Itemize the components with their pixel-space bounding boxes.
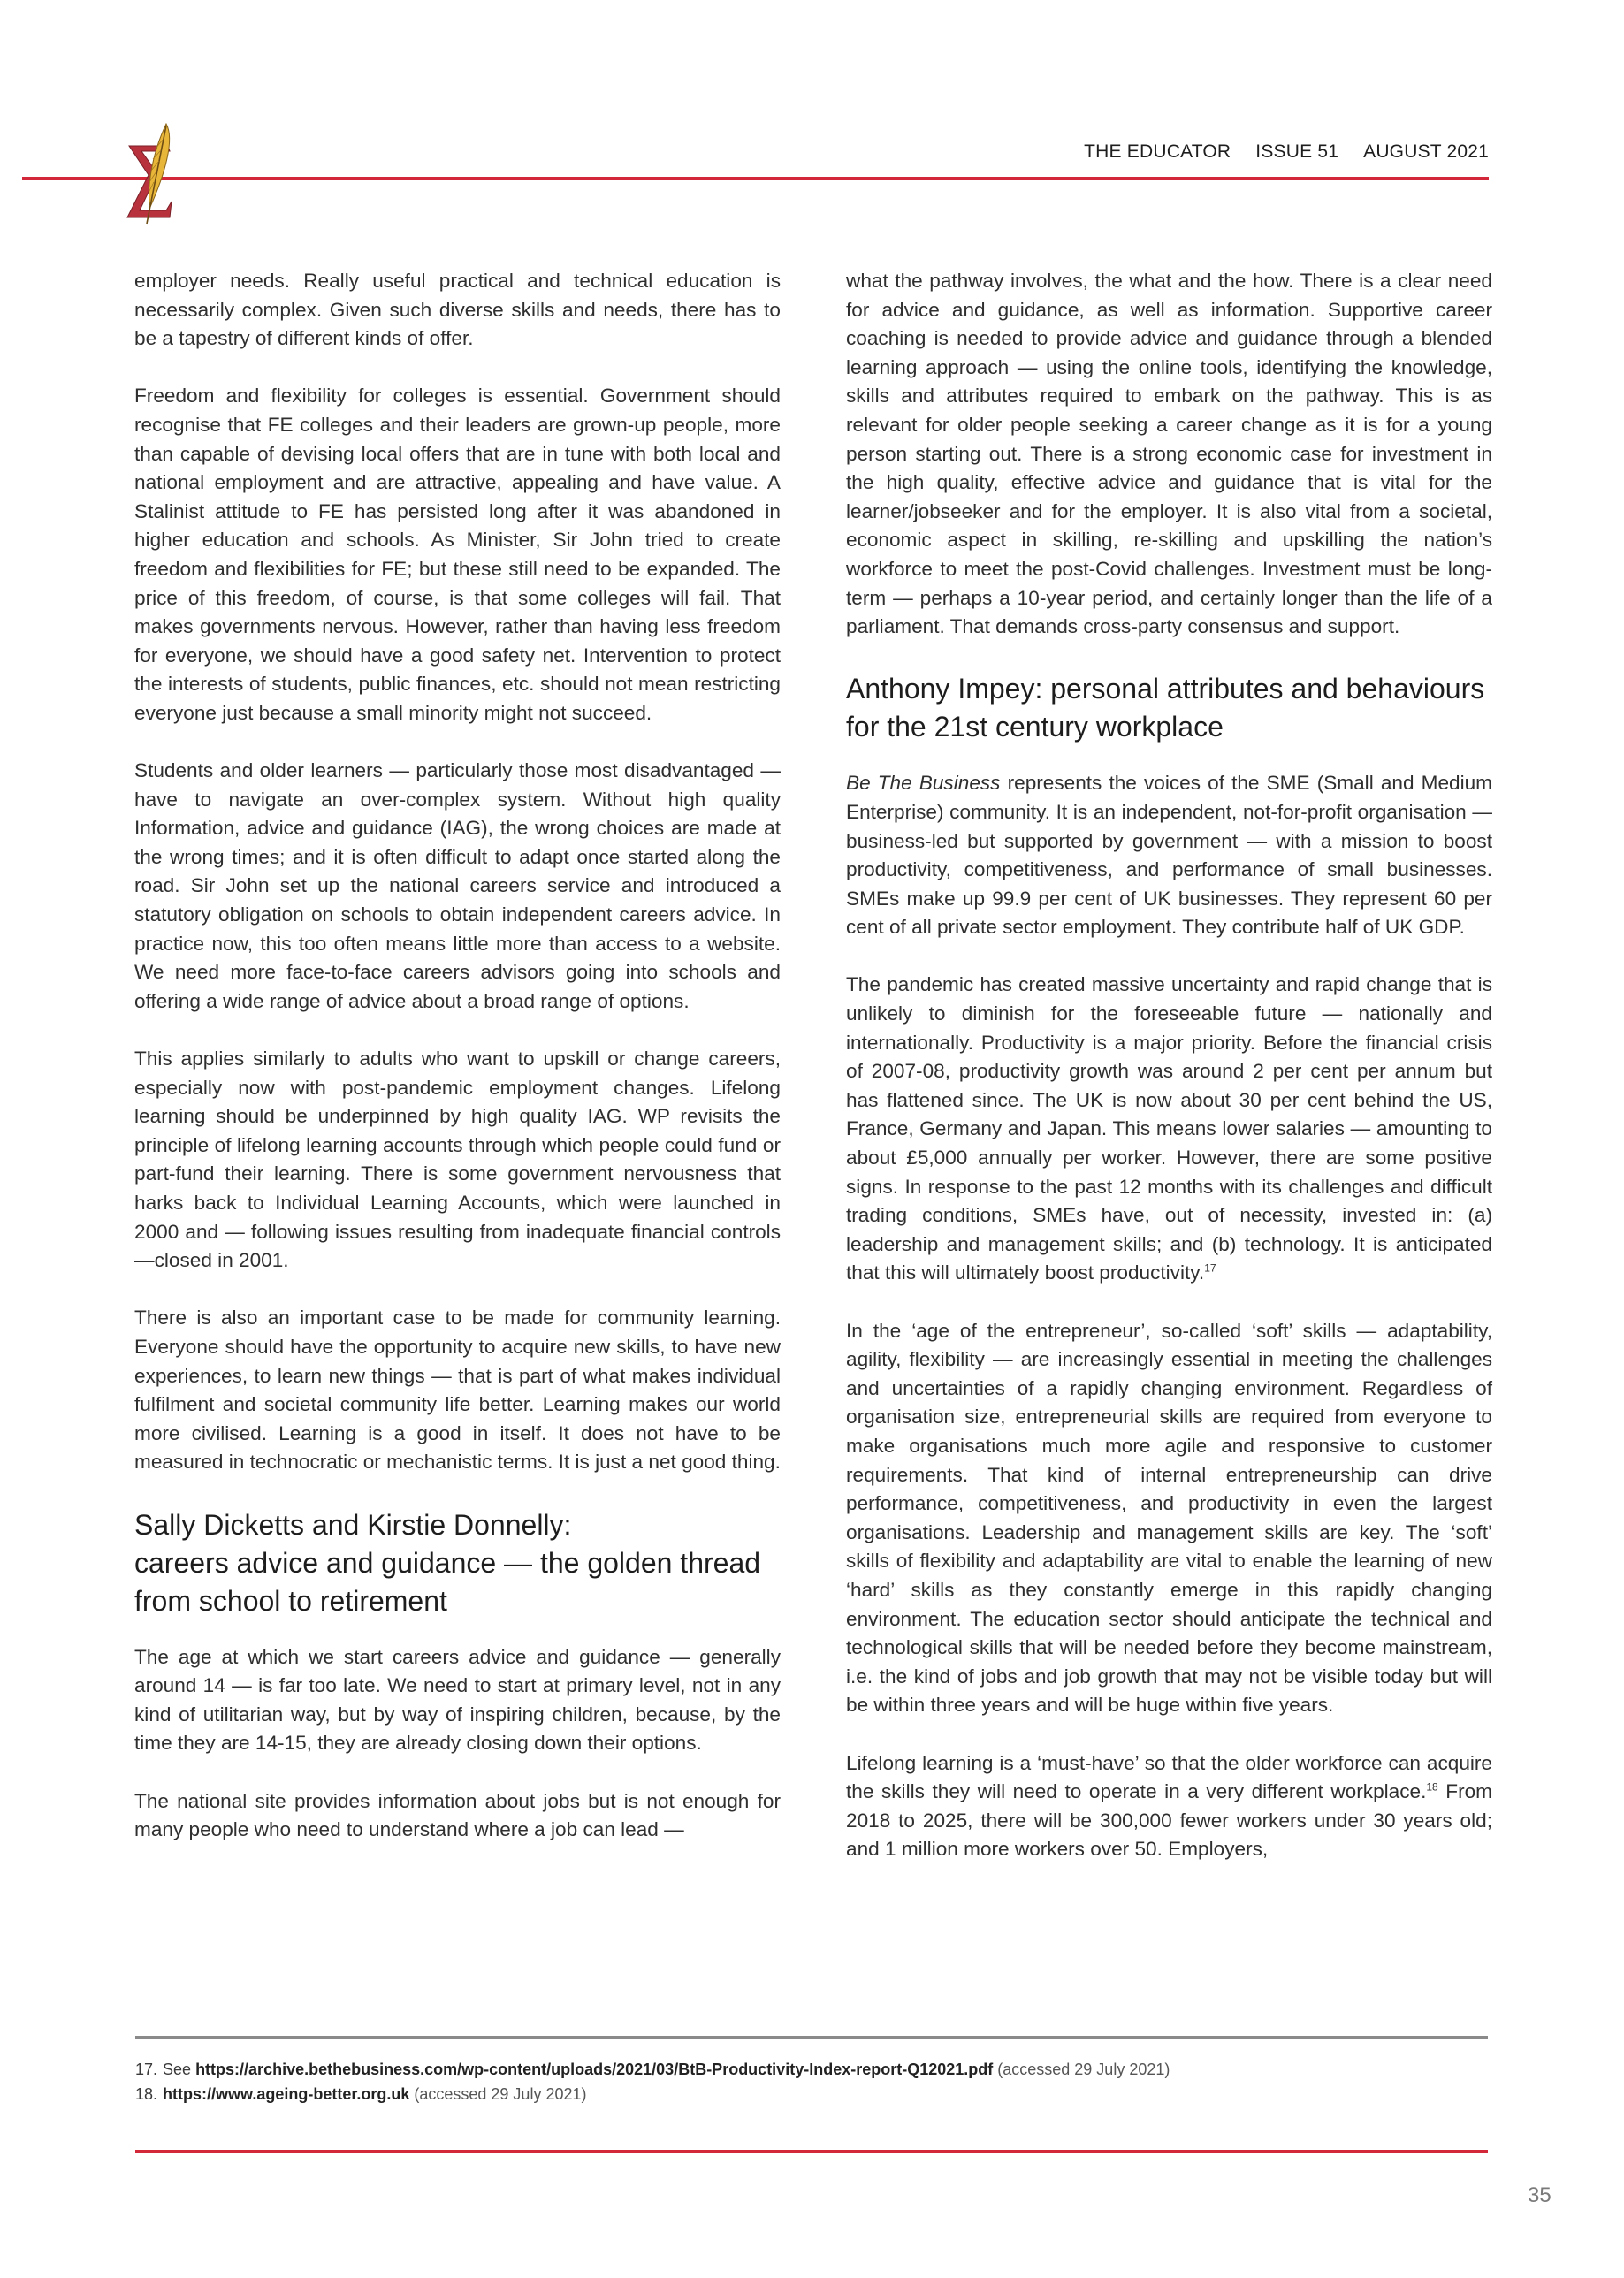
footnote-link[interactable]: https://www.ageing-better.org.uk: [163, 2085, 410, 2103]
heading-line: careers advice and guidance — the golden thread from school to retirement: [134, 1546, 761, 1617]
paragraph-text: Lifelong learning is a ‘must-have’ so that the older workforce can acquire the skills they will need to operate in a very different workplace.: [846, 1751, 1492, 1803]
section-heading-dicketts-donnelly: [134, 1506, 781, 1620]
sigma-quill-logo-icon: [124, 122, 186, 226]
heading-line: Sally Dicketts and Kirstie Donnelly:: [134, 1508, 572, 1541]
footnote-number: 18.: [135, 2085, 158, 2103]
right-column: [846, 267, 1492, 1893]
footnote-rule: [135, 2036, 1488, 2039]
paragraph-text: From 2018 to 2025, there will be 300,000 fewer workers under 30 years old; and 1 million more workers over 50. Employers,: [846, 1780, 1492, 1861]
footnote-18: [135, 2082, 1488, 2107]
footnote-number: 17.: [135, 2061, 158, 2078]
paragraph-lifelong: [846, 1749, 1492, 1864]
paragraph: what the pathway involves, the what and the how. There is a clear need for advice and guidance, as well as information. Supportive career coaching is needed to provide advice and guidance through a blended learning approach — using the online tools, identifying the knowledge, skills and attributes required to embark on the pathway. This is as relevant for older people seeking a career change as it is for a young person starting out. There is a strong economic case for investment in the high quality, effective advice and guidance that is vital for the learner/jobseeker and for the employer. It is also vital from a societal, economic aspect in skilling, re-skilling and upskilling the nation’s workforce to meet the post-Covid challenges. Investment must be long-term — perhaps a 10-year period, and certainly longer than the life of a parliament. That demands cross-party consensus and support.: [846, 270, 1492, 638]
paragraph: employer needs. Really useful practical and technical education is necessarily complex. Given such diverse skills and needs, there has to be a tapestry of different kinds of offer.: [134, 270, 781, 350]
paragraph-text: The pandemic has created massive uncertainty and rapid change that is unlikely to diminish for the foreseeable future — nationally and internationally. Productivity is a major priority. Before the financial crisis of 2007-08, productivity growth was around 2 per cent per annum but has flattened since. The UK is now about 30 per cent behind the US, France, Germany and Japan. This means lower salaries — amounting to about £5,000 annually per worker. However, there are some positive signs. In response to the past 12 months with its challenges and difficult trading conditions, SMEs have, out of necessity, invested in: (a) leadership and management skills; and (b) technology. It is anticipated that this will ultimately boost productivity.: [846, 973, 1492, 1284]
footnote-prefix: See: [163, 2061, 196, 2078]
paragraph: The national site provides information about jobs but is not enough for many people who need to understand where a job can lead —: [134, 1789, 781, 1841]
paragraph: In the ‘age of the entrepreneur’, so-called ‘soft’ skills — adaptability, agility, flexibility — are increasingly essential in meeting the challenges and uncertainties of a rapidly changing environment. Regardless of organisation size, entrepreneurial skills are required from everyone to make organisations much more agile and responsive to customer requirements. That kind of internal entrepreneurship can drive performance, competitiveness, and productivity in even the largest organisations. Leadership and management skills are key. The ‘soft’ skills of flexibility and adaptability are vital to enable the learning of new ‘hard’ skills as they constantly emerge in this rapidly changing environment. The education sector should anticipate the technical and technological skills that will be needed before they become mainstream, i.e. the kind of jobs and job growth that may not be visible today but will be within three years and will be huge within five years.: [846, 1319, 1492, 1717]
footnotes: [135, 2057, 1488, 2107]
paragraph: The age at which we start careers advice and guidance — generally around 14 — is far too late. We need to start at primary level, not in any kind of utilitarian way, but by way of inspiring children, because, by the time they are 14-15, they are already closing down their options.: [134, 1645, 781, 1755]
paragraph: Freedom and flexibility for colleges is essential. Government should recognise that FE colleges and their leaders are grown-up people, more than capable of devising local offers that are in tune with both local and national employment and are attractive, appealing and have value. A Stalinist attitude to FE has persisted long after it was abandoned in higher education and schools. As Minister, Sir John tried to create freedom and flexibilities for FE; but these still need to be expanded. The price of this freedom, of course, is that some colleges will fail. That makes governments nervous. However, rather than having less freedom for everyone, we should have a good safety net. Intervention to protect the interests of students, public finances, etc. should not mean restricting everyone just because a small minority might not succeed.: [134, 385, 781, 724]
publication-name: THE EDUCATOR: [1084, 141, 1231, 162]
paragraph-pandemic: [846, 971, 1492, 1288]
page-number: 35: [1528, 2183, 1552, 2207]
paragraph: This applies similarly to adults who want to upskill or change careers, especially now with post-pandemic employment changes. Lifelong learning should be underpinned by high quality IAG. WP revisits the principle of lifelong learning accounts through which people could fund or part-fund their learning. There is some government nervousness that harks back to Individual Learning Accounts, which were launched in 2000 and — following issues resulting from inadequate financial controls —closed in 2001.: [134, 1048, 781, 1272]
footnote-link[interactable]: https://archive.bethebusiness.com/wp-content/uploads/2021/03/BtB-Productivity-Index-report-Q12021.pdf: [195, 2061, 994, 2078]
running-header: [1084, 141, 1489, 163]
footnote-ref-17[interactable]: 17: [1204, 1261, 1216, 1275]
paragraph-text: represents the voices of the SME (Small and Medium Enterprise) community. It is an independent, not-for-profit organisation — business-led but supported by government — with a mission to boost productivity, competitiveness, and performance of small businesses. SMEs make up 99.9 per cent of UK businesses. They represent 60 per cent of all private sector employment. They contribute half of UK GDP.: [846, 772, 1492, 939]
footer-rule: [135, 2150, 1488, 2153]
issue-number: ISSUE 51: [1255, 141, 1339, 162]
organisation-name: Be The Business: [846, 772, 1001, 795]
paragraph-be-the-business: [846, 769, 1492, 942]
footnote-17: [135, 2057, 1488, 2082]
footnote-ref-18[interactable]: 18: [1426, 1780, 1438, 1794]
left-column: [134, 267, 781, 1873]
section-heading-impey: Anthony Impey: personal attributes and behaviours for the 21st century workplace: [846, 673, 1485, 743]
paragraph: There is also an important case to be made for community learning. Everyone should have the opportunity to acquire new skills, to have new experiences, to learn new things — that is part of what makes individual fulfilment and societal community life better. Learning makes our world more civilised. Learning is a good in itself. It does not have to be measured in technocratic or mechanistic terms. It is just a net good thing.: [134, 1307, 781, 1474]
footnote-access-note: (accessed 29 July 2021): [409, 2085, 587, 2103]
paragraph: Students and older learners — particularly those most disadvantaged — have to navigate an over-complex system. Without high quality Information, advice and guidance (IAG), the wrong choices are made at the wrong times; and it is often difficult to adapt once started along the road. Sir John set up the national careers service and introduced a statutory obligation on schools to obtain independent careers advice. In practice now, this too often means little more than access to a website. We need more face-to-face careers advisors going into schools and offering a wide range of advice about a broad range of options.: [134, 759, 781, 1012]
header-rule: [22, 177, 1489, 180]
issue-date: AUGUST 2021: [1363, 141, 1489, 162]
footnote-access-note: (accessed 29 July 2021): [993, 2061, 1170, 2078]
